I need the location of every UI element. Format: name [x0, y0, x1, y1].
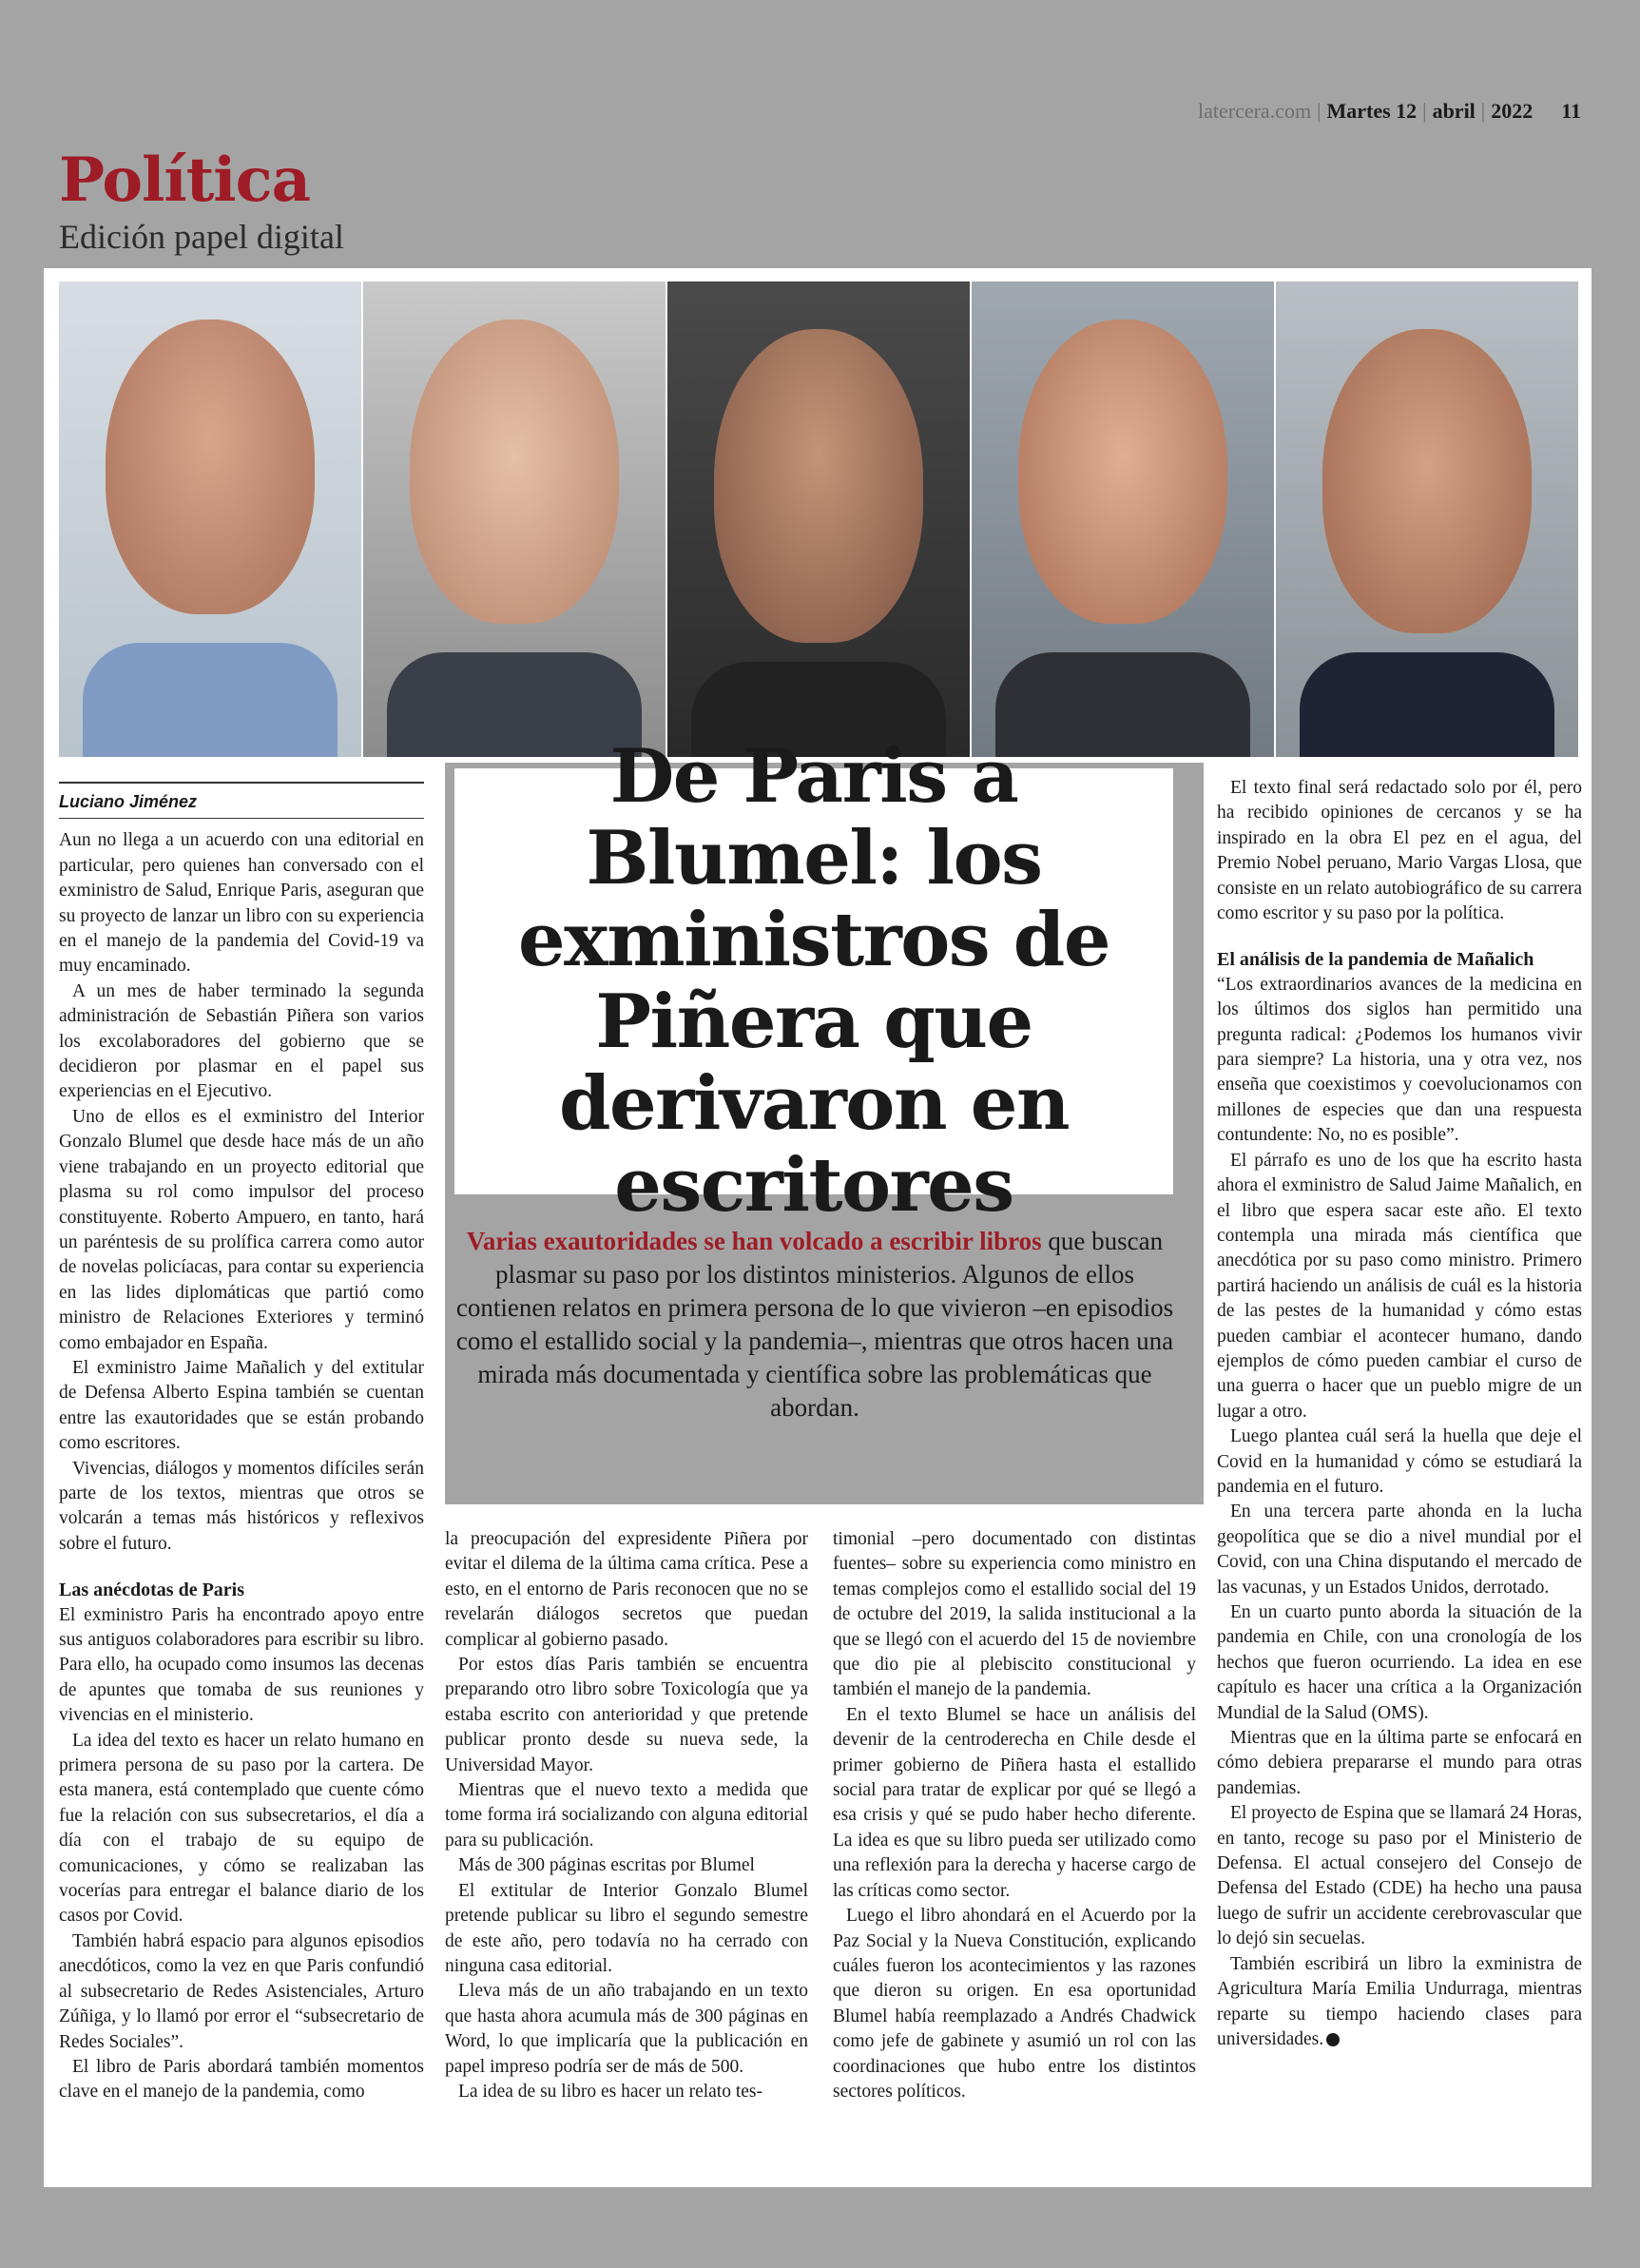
paragraph: Más de 300 páginas escritas por Blumel	[458, 1855, 755, 1876]
headline-box	[454, 733, 1173, 1229]
paragraph: Lleva más de un año trabajando en un texto que hasta ahora acumula más de 300 páginas en Word, lo que implicaría que la publicación en papel impreso podría ser de más de 500.	[445, 1981, 808, 2077]
end-mark-icon	[1326, 2033, 1340, 2046]
date-month: abril	[1432, 99, 1476, 123]
paragraph: Por estos días Paris también se encuentra preparando otro libro sobre Toxicología que ya estaba escrito con anterioridad y que pretende publicar pronto desde su nueva sede, la Universidad Mayor.	[445, 1655, 808, 1775]
paragraph: La idea de su libro es hacer un relato tes-	[458, 2081, 762, 2102]
column-2	[445, 1527, 808, 2104]
date-day: Martes 12	[1326, 99, 1418, 123]
paragraph: La idea del texto es hacer un relato humano en primera persona de su paso por la cartera. De esta manera, está contemplado que cuente cómo fue la relación con sus subsecretarios, el día a día con el trabajo de su equipo de comunicaciones, y cómo se realizaban las vocerías para entregar el balance diario de los casos por Covid.	[59, 1730, 424, 1927]
paragraph: El párrafo es uno de los que ha escrito hasta ahora el exministro de Salud Jaime Mañalich, en el libro que espera sacar este año. El texto contempla una mirada más científica que anecdótica por su paso como ministro. Primero partirá haciendo un análisis de cuál es la historia de las pestes de la humanidad y cómo estas pueden cambiar el acontecer humano, dando ejemplos de cómo pueden cambiar el curso de una guerra o hacer que un pueblo migre de un lugar a otro.	[1217, 1150, 1582, 1422]
paragraph: El extitular de Interior Gonzalo Blumel pretende publicar su libro el segundo semestre de este año, pero todavía no ha cerrado con ninguna casa editorial.	[445, 1880, 808, 1976]
deck-text: que buscan plasmar su paso por los distintos ministerios. Algunos de ellos contienen relatos en primera persona de lo que vivieron –en episodios como el estallido social y la pandemia–, mientras que otros hacen una mirada más documentada y científica sobre las problemáticas que abordan.	[455, 1227, 1174, 1422]
section-subtitle: Edición papel digital	[59, 218, 344, 256]
section-title: Política	[59, 145, 311, 216]
paragraph: En el texto Blumel se hace un análisis del devenir de la centroderecha en Chile desde el primer gobierno de Piñera hasta el estallido social para tratar de explicar por qué se llegó a esa crisis y qué se pudo haber hecho diferente. La idea es que su libro pueda ser utilizado como una reflexión para la derecha y hacerse cargo de las críticas como sector.	[833, 1704, 1196, 1901]
paragraph-final	[1217, 1952, 1582, 2053]
portrait-alberto-espina	[972, 281, 1274, 757]
paragraph: Mientras que el nuevo texto a medida que tome forma irá socializando con alguna editorial para su publicación.	[445, 1780, 808, 1851]
subheading: El análisis de la pandemia de Mañalich	[1217, 949, 1534, 971]
paragraph: Vivencias, diálogos y momentos difíciles serán parte de los textos, mientras que otros se volcarán a temas más históricos y reflexivos sobre el futuro.	[59, 1458, 424, 1554]
paragraph: Luego plantea cuál será la huella que deje el Covid en la humanidad y cómo se estudiará la pandemia en el futuro.	[1217, 1426, 1582, 1497]
subheading: Las anécdotas de Paris	[59, 1580, 244, 1601]
column-1	[59, 782, 424, 2105]
portrait-roberto-ampuero	[1276, 281, 1578, 757]
paragraph: la preocupación del expresidente Piñera por evitar el dilema de la última cama crítica. Pese a esto, en el entorno de Paris reconocen que no se revelarán diálogos secretos que puedan complicar al gobierno pasado.	[445, 1529, 808, 1650]
portrait-jaime-manalich	[363, 281, 666, 757]
paragraph: Uno de ellos es el exministro del Interior Gonzalo Blumel que desde hace más de un año viene trabajando en un proyecto editorial que plasma su rol como impulsor del proceso constituyente. Roberto Ampuero, en tanto, hará un paréntesis de su prolífica carrera como autor de novelas policíacas, para contar su experiencia en las lides diplomáticas que partió como ministro de Relaciones Exteriores y terminó como embajador en España.	[59, 1106, 424, 1353]
date-year: 2022	[1491, 99, 1534, 123]
paragraph: “Los extraordinarios avances de la medicina en los últimos dos siglos han permitido una pregunta radical: ¿Podemos los humanos vivir para siempre? La historia, una y otra vez, nos enseña que coexistimos y coevolucionamos con millones de especies que dan una respuesta contundente: No, no es posible”.	[1217, 974, 1582, 1146]
column-3	[833, 1527, 1196, 2104]
paragraph: Mientras que en la última parte se enfocará en cómo debiera prepararse el mundo para otras pandemias.	[1217, 1728, 1582, 1798]
paragraph: También habrá espacio para algunos episodios anecdóticos, como la vez en que Paris confundió al subsecretario de Redes Asistenciales, Arturo Zúñiga, y lo llamó por error el “subsecretario de Redes Sociales”.	[59, 1930, 424, 2052]
deck	[445, 1225, 1185, 1425]
paragraph: timonial –pero documentado con distintas fuentes– sobre su experiencia como ministro en temas complejos como el estallido social del 19 de octubre del 2019, la salida institucional a la que se llegó con el acuerdo del 15 de noviembre que dio pie al plebiscito constitucional y también el manejo de la pandemia.	[833, 1529, 1196, 1700]
paragraph: Luego el libro ahondará en el Acuerdo por la Paz Social y la Nueva Constitución, explicando cuáles fueron los acontecimientos y las razones que dieron su origen. En esa oportunidad Blumel había reemplazado a Andrés Chadwick como jefe de gabinete y asumió un rol con las coordinaciones que hubo entre los distintos sectores políticos.	[833, 1906, 1196, 2102]
paragraph: Aun no llega a un acuerdo con una editorial en particular, pero quienes han conversado con el exministro de Salud, Enrique Paris, aseguran que su proyecto de lanzar un libro con su experiencia en el manejo de la pandemia del Covid-19 va muy encaminado.	[59, 830, 424, 977]
portrait-enrique-paris	[59, 281, 361, 757]
deck-lead: Varias exautoridades se han volcado a escribir libros	[466, 1227, 1042, 1255]
page-number: 11	[1561, 99, 1581, 123]
column-4	[1217, 776, 1582, 2052]
byline: Luciano Jiménez	[59, 782, 424, 819]
site-name: latercera.com	[1197, 99, 1312, 123]
portrait-gonzalo-blumel	[667, 281, 970, 757]
paragraph: El exministro Paris ha encontrado apoyo entre sus antiguos colaboradores para escribir su libro. Para ello, ha ocupado como insumos las decenas de apuntes que tomaba de sus reuniones y vivencias en el ministerio.	[59, 1604, 424, 1726]
paragraph: A un mes de haber terminado la segunda administración de Sebastián Piñera son varios los excolaboradores del gobierno que se decidieron por plasmar en el papel sus experiencias en el Ejecutivo.	[59, 980, 424, 1102]
paragraph: El exministro Jaime Mañalich y del extitular de Defensa Alberto Espina también se cuentan entre las exautoridades que se están probando como escritores.	[59, 1357, 424, 1454]
paragraph: El libro de Paris abordará también momentos clave en el manejo de la pandemia, como	[59, 2056, 424, 2103]
paragraph: El proyecto de Espina que se llamará 24 Horas, en tanto, recoge su paso por el Ministerio de Defensa. El actual consejero del Consejo de Defensa del Estado (CDE) ha hecho una pausa luego de sufrir un accidente cerebrovascular que lo dejó sin secuelas.	[1217, 1803, 1582, 1949]
final-sentence: También escribirá un libro la exministra de Agricultura María Emilia Undurraga, mientras reparte su tiempo haciendo clases para universidades.	[1217, 1953, 1582, 2049]
paragraph: En un cuarto punto aborda la situación de la pandemia en Chile, con una cronología de los hechos que fueron ocurriendo. La idea en ese capítulo es hacer una crítica a la Organización Mundial de la Salud (OMS).	[1217, 1602, 1582, 1723]
paragraph: En una tercera parte ahonda en la lucha geopolítica que se dio a nivel mundial por el Covid, con una China disputando el mercado de las vacunas, y un Estados Unidos, derrotado.	[1217, 1502, 1582, 1598]
portrait-strip	[59, 281, 1578, 757]
headline: De Paris a Blumel: los exministros de Piñera que derivaron en escritores	[518, 733, 1109, 1229]
paragraph: El texto final será redactado solo por él, pero ha recibido opiniones de cercanos y se ha inspirado en la obra El pez en el agua, del Premio Nobel peruano, Mario Vargas Llosa, que consiste en un relato autobiográfico de su carrera como escritor y su paso por la política.	[1217, 778, 1582, 924]
page-header: latercera.com | Martes 12 | abril | 2022 11	[1197, 99, 1581, 123]
